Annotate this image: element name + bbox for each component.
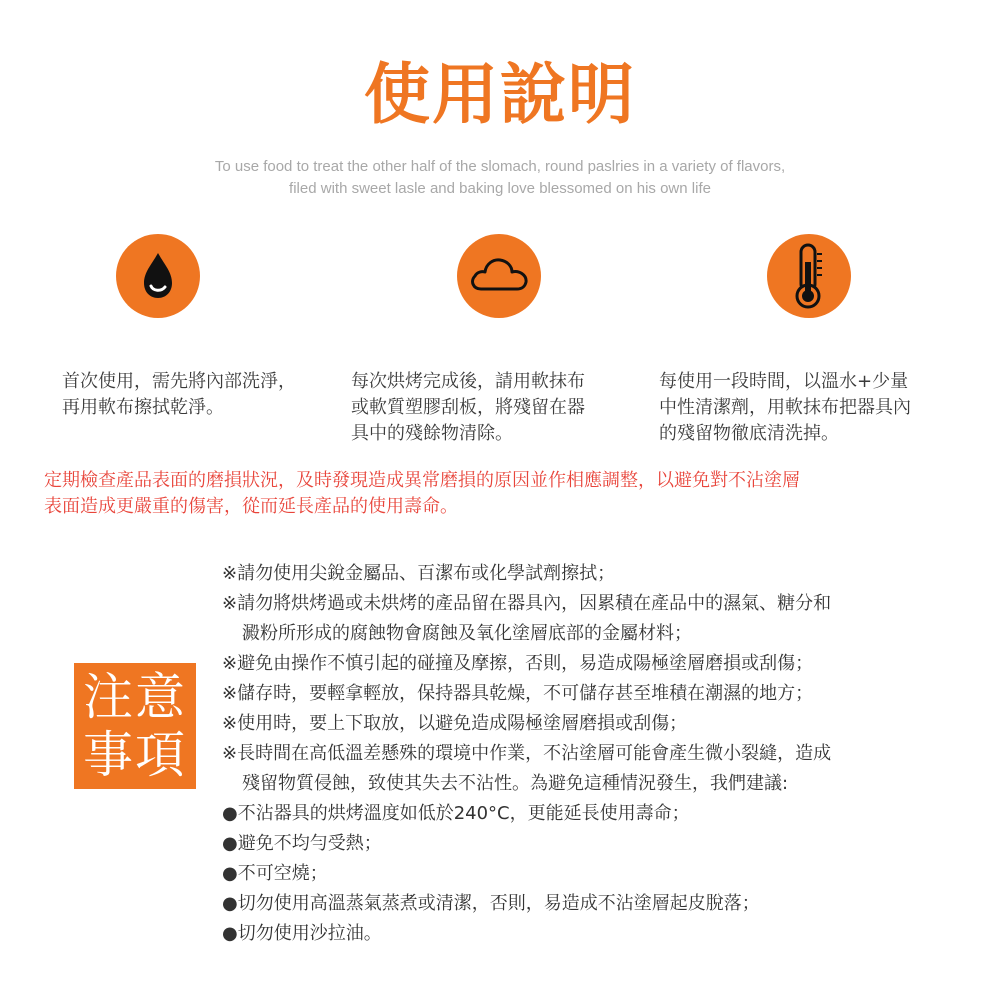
instruction-line: 的殘留物徹底清洗掉。: [659, 423, 839, 444]
page-subtitle: [0, 156, 1000, 200]
caution-item: ※避免由操作不慎引起的碰撞及摩擦，否則，易造成陽極塗層磨損或刮傷；: [222, 653, 814, 674]
instruction-line: 首次使用，需先將內部洗淨，: [62, 371, 296, 392]
maintenance-warning: [44, 468, 960, 520]
caution-badge-line: 注意: [83, 668, 187, 726]
caution-item: ※請勿使用尖銳金屬品、百潔布或化學試劑擦拭；: [222, 563, 616, 584]
warning-line: 定期檢查產品表面的磨損狀況，及時發現造成異常磨損的原因並作相應調整，以避免對不沾塗層: [44, 470, 800, 491]
page-title: 使用說明: [364, 56, 636, 133]
instruction-column-1: [62, 369, 296, 421]
caution-item-continued: 殘留物質侵蝕，致使其失去不沾性。為避免這種情況發生，我們建議:: [242, 773, 789, 794]
recommendation-item: ●不沾器具的烘烤溫度如低於240°C，更能延長使用壽命；: [222, 803, 690, 824]
caution-item: ※長時間在高低溫差懸殊的環境中作業，不沾塗層可能會產生微小裂縫，造成: [222, 743, 832, 764]
instruction-line: 或軟質塑膠刮板，將殘留在器: [351, 397, 585, 418]
recommendation-item: ●切勿使用沙拉油。: [222, 923, 382, 944]
caution-item: ※儲存時，要輕拿輕放，保持器具乾燥，不可儲存甚至堆積在潮濕的地方；: [222, 683, 814, 704]
instruction-line: 每次烘烤完成後，請用軟抹布: [351, 371, 585, 392]
caution-item: ※使用時，要上下取放，以避免造成陽極塗層磨損或刮傷；: [222, 713, 688, 734]
instruction-line: 中性清潔劑，用軟抹布把器具內: [659, 397, 911, 418]
caution-badge: [74, 663, 196, 789]
thermometer-icon: [767, 234, 851, 318]
cloud-icon: [457, 234, 541, 318]
water-drop-icon: [116, 234, 200, 318]
subtitle-line: filed with sweet lasle and baking love blessomed on his own life: [289, 180, 711, 197]
caution-item: ※請勿將烘烤過或未烘烤的產品留在器具內，因累積在產品中的濕氣、糖分和: [222, 593, 832, 614]
warning-line: 表面造成更嚴重的傷害，從而延長產品的使用壽命。: [44, 496, 458, 517]
recommendation-item: ●不可空燒；: [222, 863, 328, 884]
instruction-line: 具中的殘餘物清除。: [351, 423, 513, 444]
instruction-column-3: [659, 369, 911, 447]
subtitle-line: To use food to treat the other half of the slomach, round paslries in a variety of flavors,: [214, 158, 786, 175]
caution-badge-line: 事項: [83, 726, 187, 784]
caution-list: [222, 559, 967, 949]
recommendation-item: ●避免不均勻受熱；: [222, 833, 382, 854]
instruction-column-2: [351, 369, 585, 447]
instruction-line: 每使用一段時間，以溫水+少量: [659, 371, 909, 392]
recommendation-item: ●切勿使用高溫蒸氣蒸煮或清潔，否則，易造成不沾塗層起皮脫落；: [222, 893, 760, 914]
caution-item-continued: 澱粉所形成的腐蝕物會腐蝕及氧化塗層底部的金屬材料；: [242, 623, 692, 644]
instruction-line: 再用軟布擦拭乾淨。: [62, 397, 224, 418]
